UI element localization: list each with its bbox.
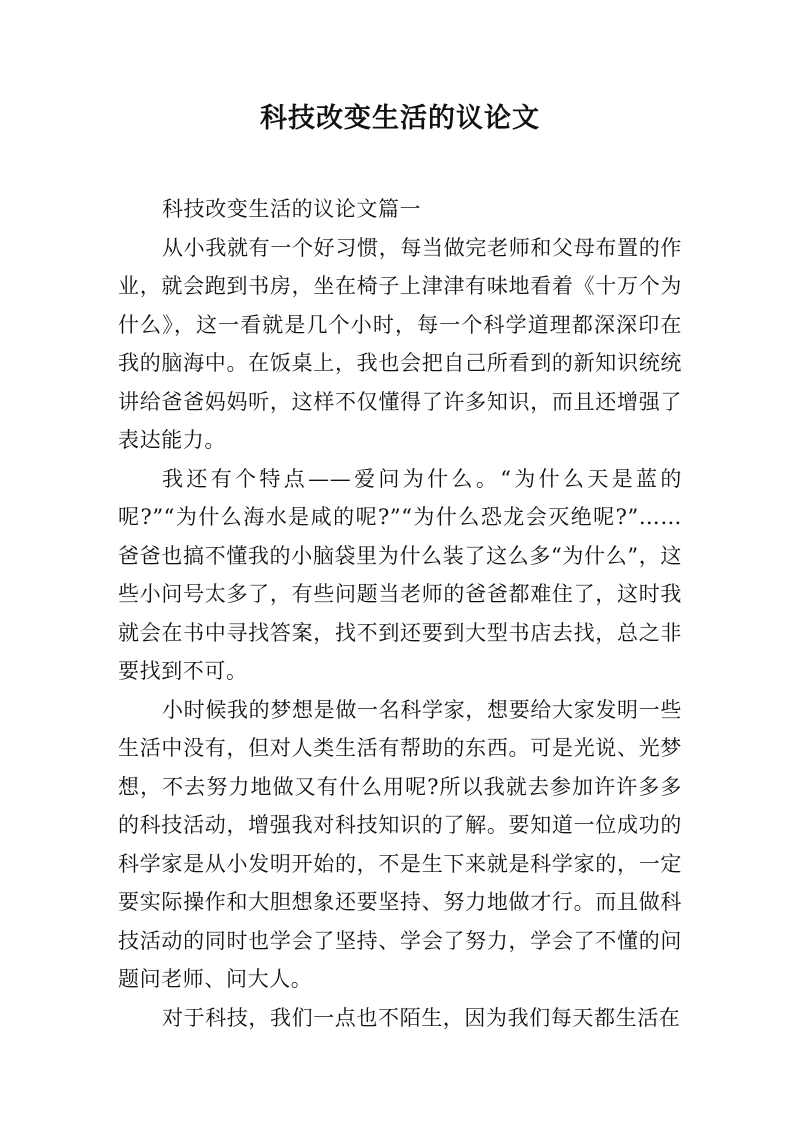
paragraph: 对于科技，我们一点也不陌生，因为我们每天都生活在	[162, 1005, 681, 1030]
document-title: 科技改变生活的议论文	[260, 103, 540, 134]
section-subtitle: 科技改变生活的议论文篇一	[162, 197, 422, 221]
document-body	[118, 190, 682, 1037]
paragraph: 我还有个特点——爱问为什么。“为什么天是蓝的呢?”“为什么海水是咸的呢?”“为什么恐龙会灭绝呢?”……爸爸也搞不懂我的小脑袋里为什么装了这么多“为什么”，这些小问号太多了，有些问题当老师的爸爸都难住了，这时我就会在书中寻找答案，找不到还要到大型书店去找，总之非要找到不可。	[118, 466, 682, 683]
paragraph: 小时候我的梦想是做一名科学家，想要给大家发明一些生活中没有，但对人类生活有帮助的东西。可是光说、光梦想，不去努力地做又有什么用呢?所以我就去参加许许多多的科技活动，增强我对科技知识的了解。要知道一位成功的科学家是从小发明开始的，不是生下来就是科学家的，一定要实际操作和大胆想象还要坚持、努力地做才行。而且做科技活动的同时也学会了坚持、学会了努力，学会了不懂的问题问老师、问大人。	[118, 697, 682, 991]
paragraph: 从小我就有一个好习惯，每当做完老师和父母布置的作业，就会跑到书房，坐在椅子上津津有味地看着《十万个为什么》，这一看就是几个小时，每一个科学道理都深深印在我的脑海中。在饭桌上，我也会把自己所看到的新知识统统讲给爸爸妈妈听，这样不仅懂得了许多知识，而且还增强了表达能力。	[118, 235, 682, 452]
